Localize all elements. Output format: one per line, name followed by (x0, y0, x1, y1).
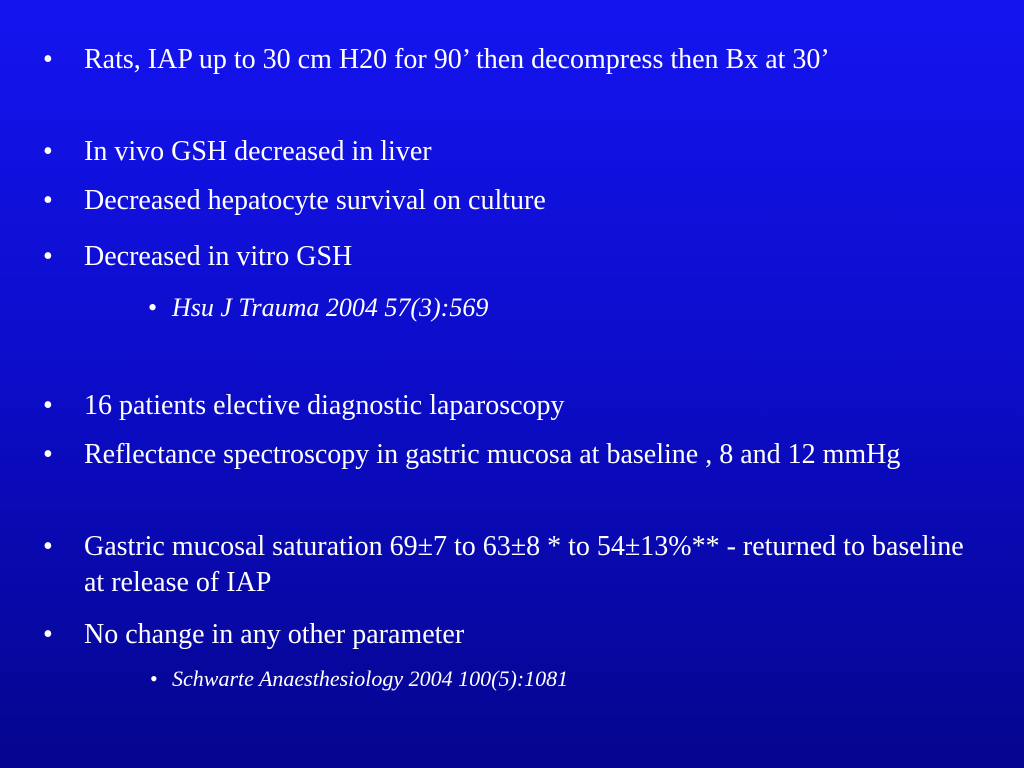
bullet-text: In vivo GSH decreased in liver (84, 136, 432, 167)
bullet-text: Gastric mucosal saturation 69±7 to 63±8 * to 54±13%** - returned to baseline at release of IAP (84, 531, 964, 598)
reference-citation (148, 291, 972, 325)
bullet-icon: • (43, 619, 53, 650)
bullet-text: Decreased in vitro GSH (84, 241, 353, 272)
bullet-item (43, 183, 984, 219)
sub-bullet-icon: • (148, 293, 158, 322)
bullet-text: Decreased hepatocyte survival on culture (84, 185, 546, 216)
bullet-item (43, 239, 984, 275)
bullet-icon: • (43, 390, 53, 421)
bullet-icon: • (43, 185, 53, 216)
bullet-item (43, 529, 984, 601)
bullet-item (43, 617, 984, 653)
bullet-icon: • (43, 531, 53, 562)
bullet-icon: • (43, 44, 53, 75)
bullet-text: 16 patients elective diagnostic laparoscopy (84, 390, 565, 421)
bullet-icon: • (43, 136, 53, 167)
bullet-text: Rats, IAP up to 30 cm H20 for 90’ then decompress then Bx at 30’ (84, 44, 830, 75)
bullet-icon: • (43, 241, 53, 272)
sub-bullet-icon: • (150, 666, 158, 691)
bullet-item (43, 42, 984, 78)
reference-text: Schwarte Anaesthesiology 2004 100(5):1081 (172, 666, 569, 691)
bullet-icon: • (43, 439, 53, 470)
bullet-item (43, 388, 984, 424)
reference-text: Hsu J Trauma 2004 57(3):569 (172, 293, 489, 322)
bullet-item (43, 437, 984, 473)
bullet-text: Reflectance spectroscopy in gastric mucosa at baseline , 8 and 12 mmHg (84, 439, 901, 470)
reference-citation (150, 664, 972, 694)
bullet-text: No change in any other parameter (84, 619, 465, 650)
bullet-item (43, 134, 984, 170)
